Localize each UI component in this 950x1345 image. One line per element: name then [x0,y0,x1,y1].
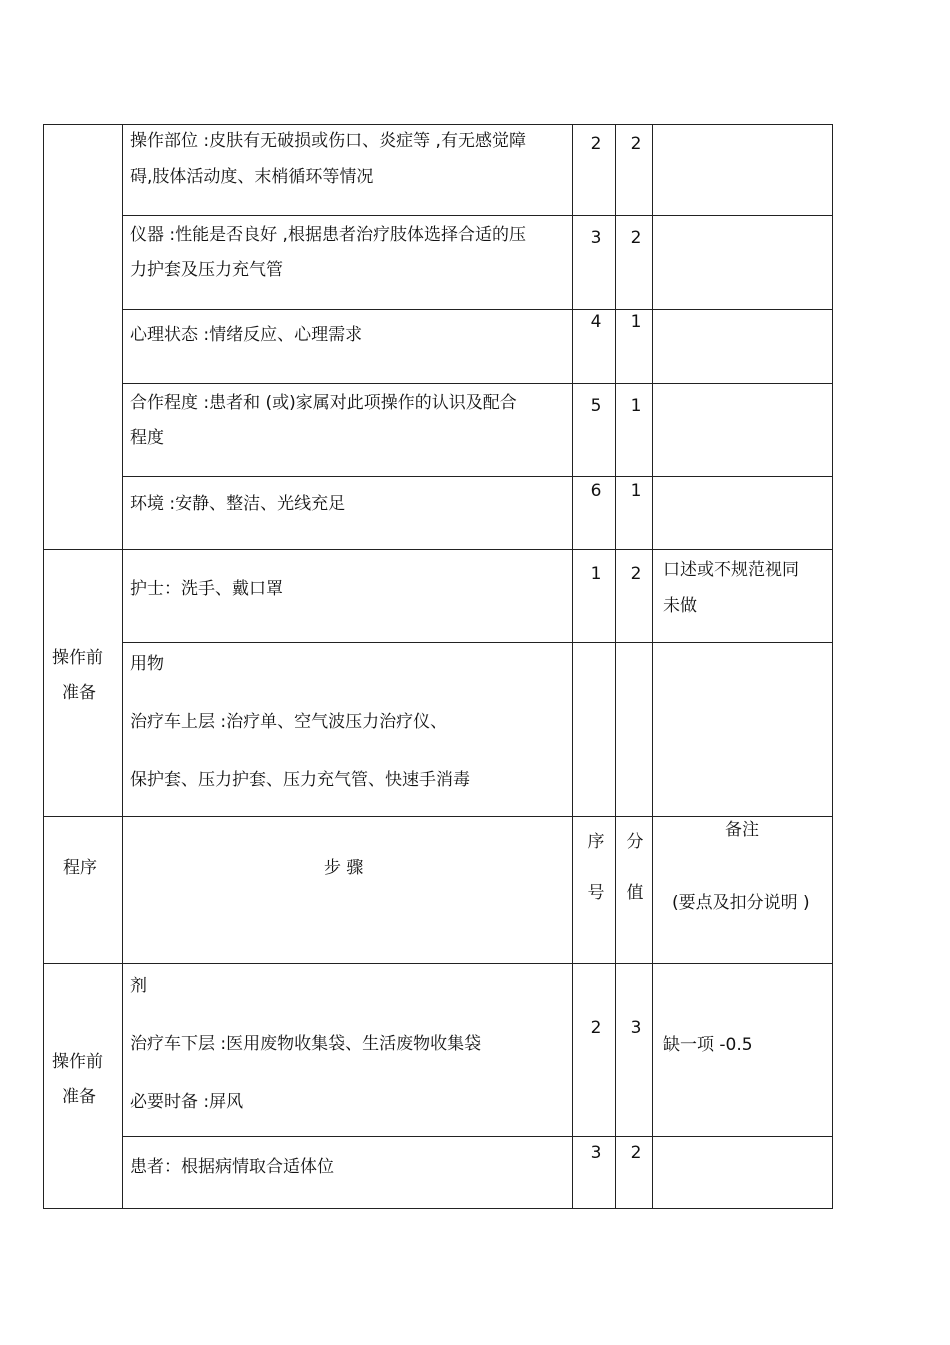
score-cell: 3 [630,1018,642,1038]
header-note-sub: (要点及扣分说明 ) [672,893,810,913]
step-text: 用物 [130,654,164,674]
note-text: 缺一项 -0.5 [663,1035,753,1055]
header-seq: 号 [587,883,605,903]
step-text: 碍,肢体活动度、末梢循环等情况 [130,167,374,187]
step-text: 剂 [130,976,147,996]
score-cell: 2 [630,228,642,248]
seq-cell: 3 [590,228,602,248]
header-score: 分 [626,832,644,852]
rule-section [43,816,833,817]
seq-cell: 1 [590,564,602,584]
seq-cell: 2 [590,1018,602,1038]
rule-col [615,124,616,1209]
score-cell: 1 [630,312,642,332]
rule-bottom [43,1208,833,1209]
rule-col [122,124,123,1209]
score-cell: 2 [630,564,642,584]
seq-cell: 6 [590,481,602,501]
step-text: 合作程度 :患者和 (或)家属对此项操作的认识及配合 [130,393,517,413]
note-text: 口述或不规范视同 [663,560,799,580]
section-label: 操作前 [52,648,103,668]
rule-section [43,963,833,964]
step-text: 心理状态 :情绪反应、心理需求 [130,325,363,345]
score-cell: 1 [630,481,642,501]
rule-col [832,124,833,1209]
rule-row [122,1136,833,1137]
step-text: 治疗车下层 :医用废物收集袋、生活废物收集袋 [130,1034,482,1054]
rule-row [122,476,833,477]
score-cell: 1 [630,396,642,416]
header-score: 值 [626,883,644,903]
score-cell: 2 [630,134,642,154]
step-text: 环境 :安静、整洁、光线充足 [130,494,346,514]
step-text: 患者：根据病情取合适体位 [130,1157,334,1177]
rule-row [122,215,833,216]
seq-cell: 3 [590,1143,602,1163]
seq-cell: 4 [590,312,602,332]
step-text: 护士：洗手、戴口罩 [130,579,283,599]
header-note-title: 备注 [725,820,759,840]
score-cell: 2 [630,1143,642,1163]
step-text: 力护套及压力充气管 [130,260,283,280]
rule-row [122,642,833,643]
seq-cell: 5 [590,396,602,416]
section-label: 准备 [62,1087,96,1107]
step-text: 操作部位 :皮肤有无破损或伤口、炎症等 ,有无感觉障 [130,131,526,151]
rule-top [43,124,833,125]
rule-col [43,124,44,1209]
rule-row [122,309,833,310]
rule-section [43,549,833,550]
rule-col [652,124,653,1209]
step-text: 必要时备 :屏风 [130,1092,244,1112]
section-label: 准备 [62,683,96,703]
step-text: 治疗车上层 :治疗单、空气波压力治疗仪、 [130,712,448,732]
step-text: 仪器 :性能是否良好 ,根据患者治疗肢体选择合适的压 [130,225,526,245]
header-steps: 步 骤 [324,858,364,878]
seq-cell: 2 [590,134,602,154]
section-label: 操作前 [52,1052,103,1072]
rule-col [572,124,573,1209]
step-text: 程度 [130,428,164,448]
header-seq: 序 [587,832,605,852]
rule-row [122,383,833,384]
note-text: 未做 [663,596,697,616]
header-program: 程序 [63,858,97,878]
step-text: 保护套、压力护套、压力充气管、快速手消毒 [130,770,470,790]
